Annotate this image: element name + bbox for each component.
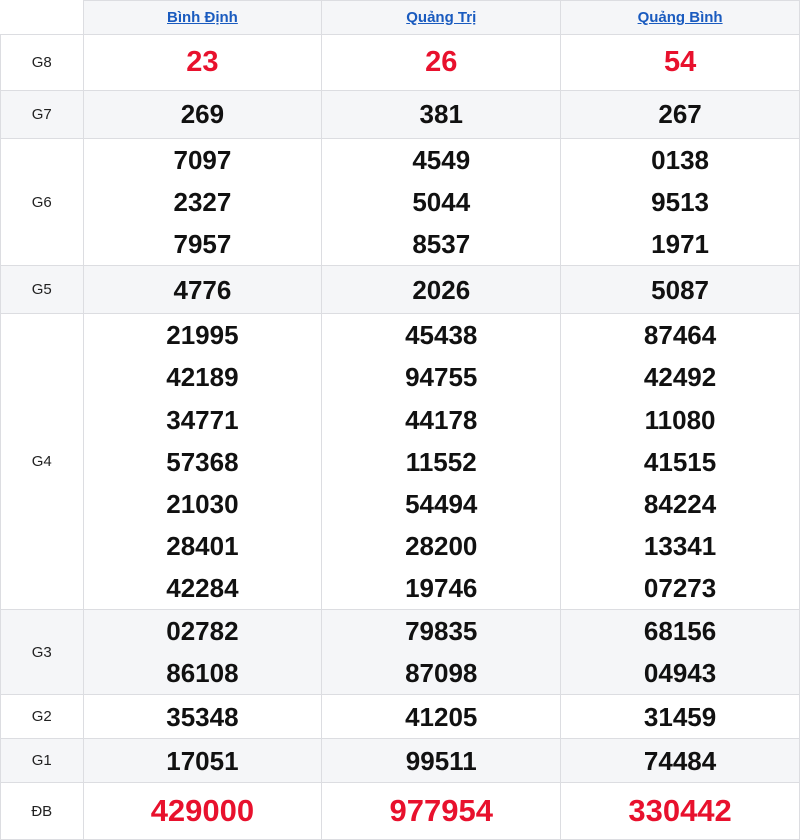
result-number: 267 bbox=[658, 99, 702, 130]
result-cell bbox=[322, 783, 561, 840]
result-number: 0138 bbox=[651, 145, 709, 175]
result-cell bbox=[561, 610, 800, 695]
table-row bbox=[1, 139, 800, 266]
table-row bbox=[1, 266, 800, 314]
result-cell bbox=[561, 695, 800, 739]
result-number: 02782 bbox=[166, 616, 239, 647]
province-link-2[interactable]: Quảng Trị bbox=[406, 9, 477, 26]
result-number: 34771 bbox=[166, 404, 239, 435]
result-cell bbox=[83, 610, 322, 695]
result-number: 23 bbox=[186, 46, 219, 79]
result-number: 11552 bbox=[405, 446, 477, 477]
result-cell bbox=[83, 266, 322, 314]
table-row bbox=[1, 314, 800, 610]
result-number: 9513 bbox=[651, 187, 709, 218]
result-number: 07273 bbox=[643, 572, 717, 603]
result-number: 68156 bbox=[643, 616, 717, 647]
table-header bbox=[1, 1, 800, 35]
result-cell bbox=[83, 314, 322, 610]
province-link-1[interactable]: Bình Định bbox=[167, 9, 238, 26]
prize-label: G8 bbox=[1, 35, 84, 91]
result-cell bbox=[83, 139, 322, 266]
result-number: 42492 bbox=[643, 362, 717, 393]
result-number: 13341 bbox=[643, 530, 717, 561]
result-number: 79835 bbox=[405, 616, 478, 647]
result-cell bbox=[561, 35, 800, 91]
result-cell bbox=[322, 739, 561, 783]
column-header-province-1 bbox=[83, 1, 322, 35]
column-header-province-2 bbox=[322, 1, 561, 35]
table-row bbox=[1, 783, 800, 840]
result-cell bbox=[83, 91, 322, 139]
result-cell bbox=[83, 739, 322, 783]
table-body bbox=[1, 35, 800, 840]
result-number: 4776 bbox=[173, 274, 232, 305]
result-cell bbox=[561, 739, 800, 783]
table-row bbox=[1, 35, 800, 91]
result-number: 429000 bbox=[150, 793, 255, 829]
result-cell bbox=[322, 35, 561, 91]
table-row bbox=[1, 695, 800, 739]
result-number: 54 bbox=[663, 46, 697, 79]
table-row bbox=[1, 610, 800, 695]
result-number: 74484 bbox=[643, 745, 717, 776]
result-number: 54494 bbox=[405, 488, 478, 519]
result-number: 330442 bbox=[628, 793, 732, 829]
prize-label: G7 bbox=[1, 91, 84, 139]
result-number: 87464 bbox=[643, 320, 717, 351]
result-cell bbox=[83, 783, 322, 840]
result-number: 26 bbox=[425, 46, 458, 79]
result-number: 99511 bbox=[405, 745, 477, 776]
table-corner-cell bbox=[1, 1, 84, 35]
result-number: 19746 bbox=[405, 572, 478, 603]
result-number: 1971 bbox=[651, 229, 709, 260]
result-number: 44178 bbox=[405, 404, 478, 435]
result-number: 31459 bbox=[643, 701, 717, 732]
result-number: 41205 bbox=[405, 701, 478, 732]
result-number: 5087 bbox=[651, 274, 709, 305]
prize-label: G2 bbox=[1, 695, 84, 739]
result-number: 4549 bbox=[412, 145, 471, 175]
result-number: 2026 bbox=[412, 274, 471, 305]
result-number: 21995 bbox=[166, 320, 239, 351]
result-cell bbox=[561, 139, 800, 266]
result-cell bbox=[561, 91, 800, 139]
result-number: 28401 bbox=[166, 530, 239, 561]
prize-label: G6 bbox=[1, 139, 84, 266]
result-cell bbox=[561, 783, 800, 840]
result-number: 57368 bbox=[166, 446, 239, 477]
prize-label: ĐB bbox=[1, 783, 84, 840]
result-number: 977954 bbox=[389, 793, 493, 829]
result-cell bbox=[322, 314, 561, 610]
result-number: 269 bbox=[180, 99, 225, 130]
result-number: 45438 bbox=[405, 320, 478, 351]
result-number: 8537 bbox=[412, 229, 471, 260]
result-number: 7957 bbox=[173, 229, 232, 260]
result-cell bbox=[322, 610, 561, 695]
result-cell bbox=[561, 314, 800, 610]
result-number: 381 bbox=[419, 99, 463, 130]
result-number: 87098 bbox=[405, 658, 478, 689]
prize-label: G1 bbox=[1, 739, 84, 783]
result-cell bbox=[322, 91, 561, 139]
result-number: 5044 bbox=[412, 187, 471, 218]
prize-label: G3 bbox=[1, 610, 84, 695]
province-link-3[interactable]: Quảng Bình bbox=[637, 9, 723, 26]
result-cell bbox=[322, 695, 561, 739]
result-number: 17051 bbox=[166, 745, 239, 776]
table-row bbox=[1, 91, 800, 139]
result-number: 21030 bbox=[166, 488, 239, 519]
column-header-province-3 bbox=[561, 1, 800, 35]
result-number: 94755 bbox=[405, 362, 478, 393]
result-cell bbox=[83, 35, 322, 91]
result-number: 28200 bbox=[405, 530, 478, 561]
result-cell bbox=[322, 266, 561, 314]
result-number: 42189 bbox=[166, 362, 239, 393]
prize-label: G4 bbox=[1, 314, 84, 610]
result-cell bbox=[83, 695, 322, 739]
result-number: 41515 bbox=[643, 446, 717, 477]
result-number: 35348 bbox=[166, 701, 239, 732]
result-number: 2327 bbox=[173, 187, 232, 218]
result-cell bbox=[322, 139, 561, 266]
result-number: 11080 bbox=[644, 404, 716, 435]
prize-label: G5 bbox=[1, 266, 84, 314]
result-cell bbox=[561, 266, 800, 314]
table-row bbox=[1, 739, 800, 783]
result-number: 7097 bbox=[173, 145, 232, 175]
header-row bbox=[1, 1, 800, 35]
result-number: 84224 bbox=[643, 488, 717, 519]
result-number: 86108 bbox=[166, 658, 239, 689]
result-number: 42284 bbox=[166, 572, 239, 603]
result-number: 04943 bbox=[643, 658, 717, 689]
